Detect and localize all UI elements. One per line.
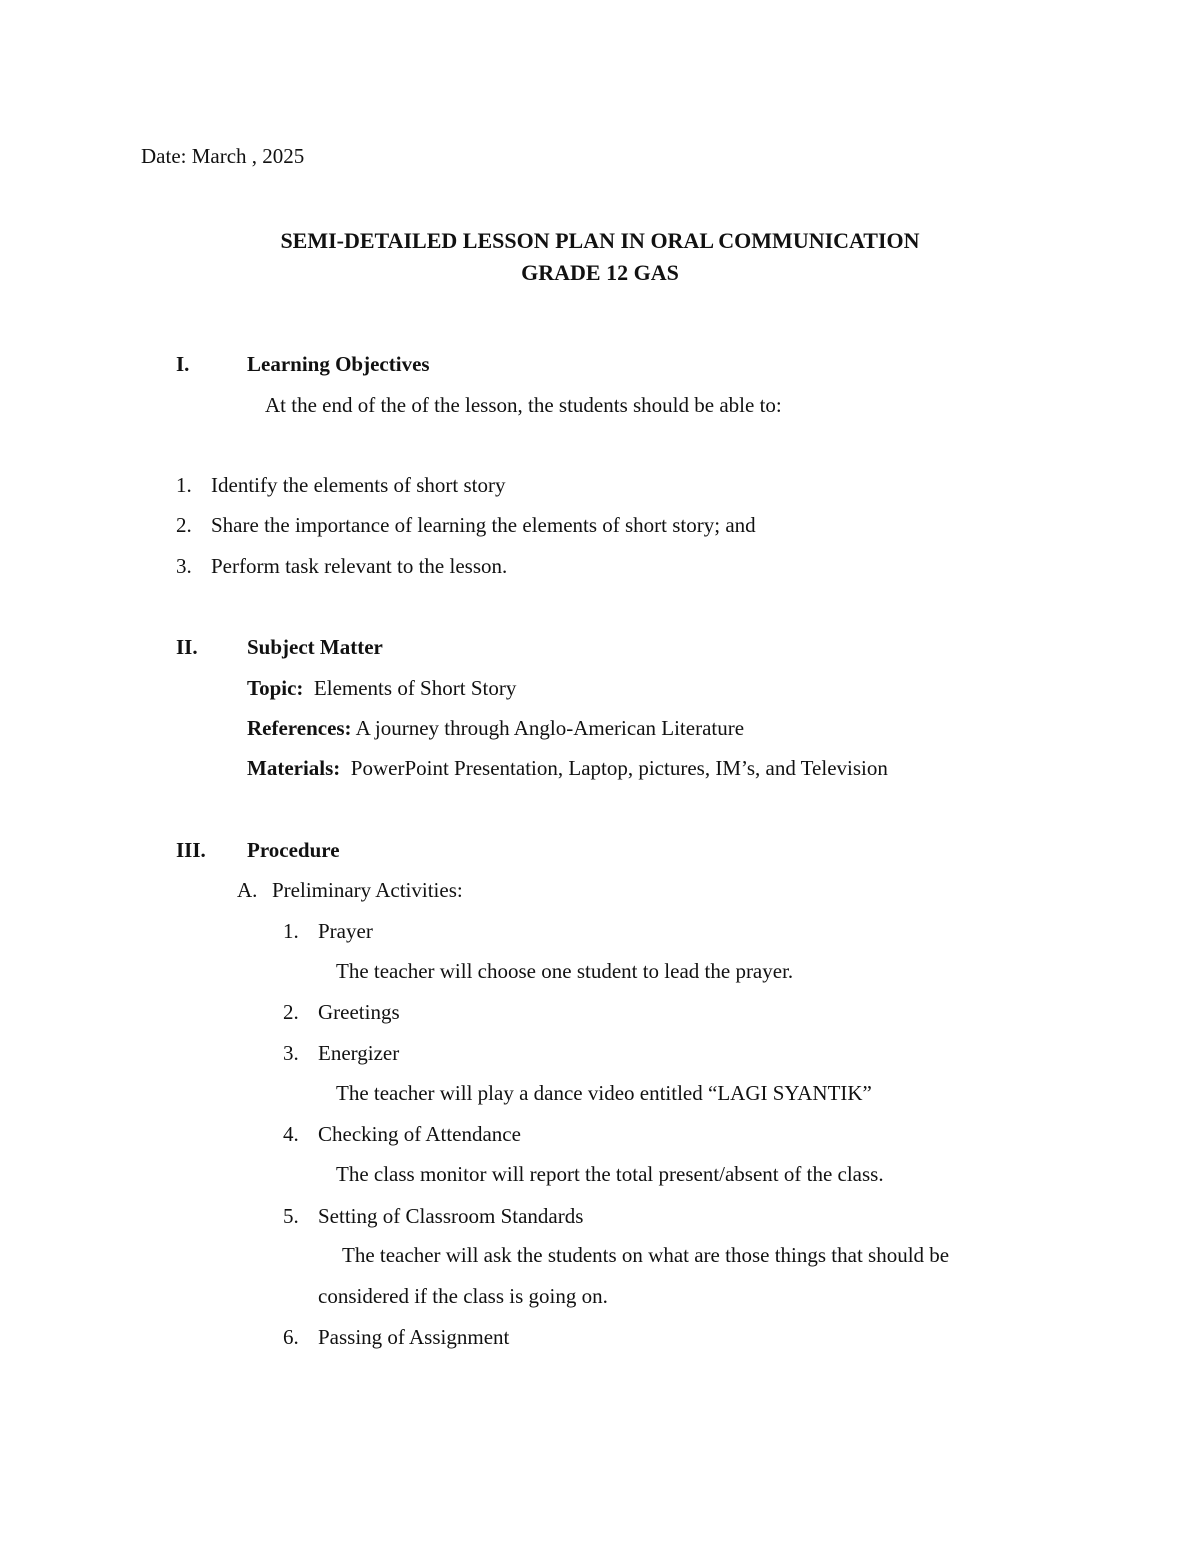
- item-description: The teacher will play a dance video entitled “LAGI SYANTIK”: [336, 1081, 872, 1105]
- item-description: The teacher will ask the students on what are those things that should be: [342, 1243, 950, 1267]
- materials-row: [247, 758, 888, 779]
- item-number: 3.: [283, 1041, 299, 1065]
- topic-row: [247, 678, 516, 699]
- materials-value: PowerPoint Presentation, Laptop, pictures, IM’s, and Television: [350, 756, 888, 780]
- section-numeral: I.: [176, 352, 190, 376]
- topic-value: Elements of Short Story: [313, 676, 517, 700]
- item-number: 2.: [176, 513, 192, 537]
- section-numeral: II.: [176, 635, 198, 659]
- page-title: SEMI-DETAILED LESSON PLAN IN ORAL COMMUNICATION: [280, 228, 920, 253]
- item-description: The class monitor will report the total present/absent of the class.: [336, 1162, 884, 1186]
- references-label: References:: [247, 716, 352, 740]
- section-heading: Learning Objectives: [247, 352, 430, 376]
- item-label: Prayer: [318, 919, 373, 943]
- item-number: 6.: [283, 1325, 299, 1349]
- item-text: Share the importance of learning the elements of short story; and: [211, 513, 756, 537]
- item-number: 1.: [283, 919, 299, 943]
- item-label: Energizer: [318, 1041, 400, 1065]
- page-subtitle: GRADE 12 GAS: [521, 260, 679, 285]
- section-heading: Subject Matter: [247, 635, 383, 659]
- item-label: Passing of Assignment: [318, 1325, 510, 1349]
- item-description: The teacher will choose one student to lead the prayer.: [336, 959, 794, 983]
- item-number: 2.: [283, 1000, 299, 1024]
- item-number: 4.: [283, 1122, 299, 1146]
- item-text: Identify the elements of short story: [211, 473, 506, 497]
- item-number: 3.: [176, 554, 192, 578]
- item-number: 5.: [283, 1204, 299, 1228]
- topic-label: Topic:: [247, 676, 304, 700]
- date-line: Date: March , 2025: [141, 144, 305, 168]
- item-description-continued: considered if the class is going on.: [318, 1284, 608, 1308]
- subsection-label: Preliminary Activities:: [272, 878, 463, 902]
- references-row: [247, 718, 744, 739]
- item-number: 1.: [176, 473, 192, 497]
- item-label: Setting of Classroom Standards: [318, 1204, 584, 1228]
- subsection-letter: A.: [237, 878, 258, 902]
- item-label: Greetings: [318, 1000, 400, 1024]
- references-value: A journey through Anglo-American Literature: [355, 716, 745, 740]
- item-text: Perform task relevant to the lesson.: [211, 554, 508, 578]
- item-label: Checking of Attendance: [318, 1122, 521, 1146]
- materials-label: Materials:: [247, 756, 341, 780]
- section-numeral: III.: [176, 838, 206, 862]
- section-heading: Procedure: [247, 838, 340, 862]
- objectives-intro: At the end of the of the lesson, the students should be able to:: [265, 393, 782, 417]
